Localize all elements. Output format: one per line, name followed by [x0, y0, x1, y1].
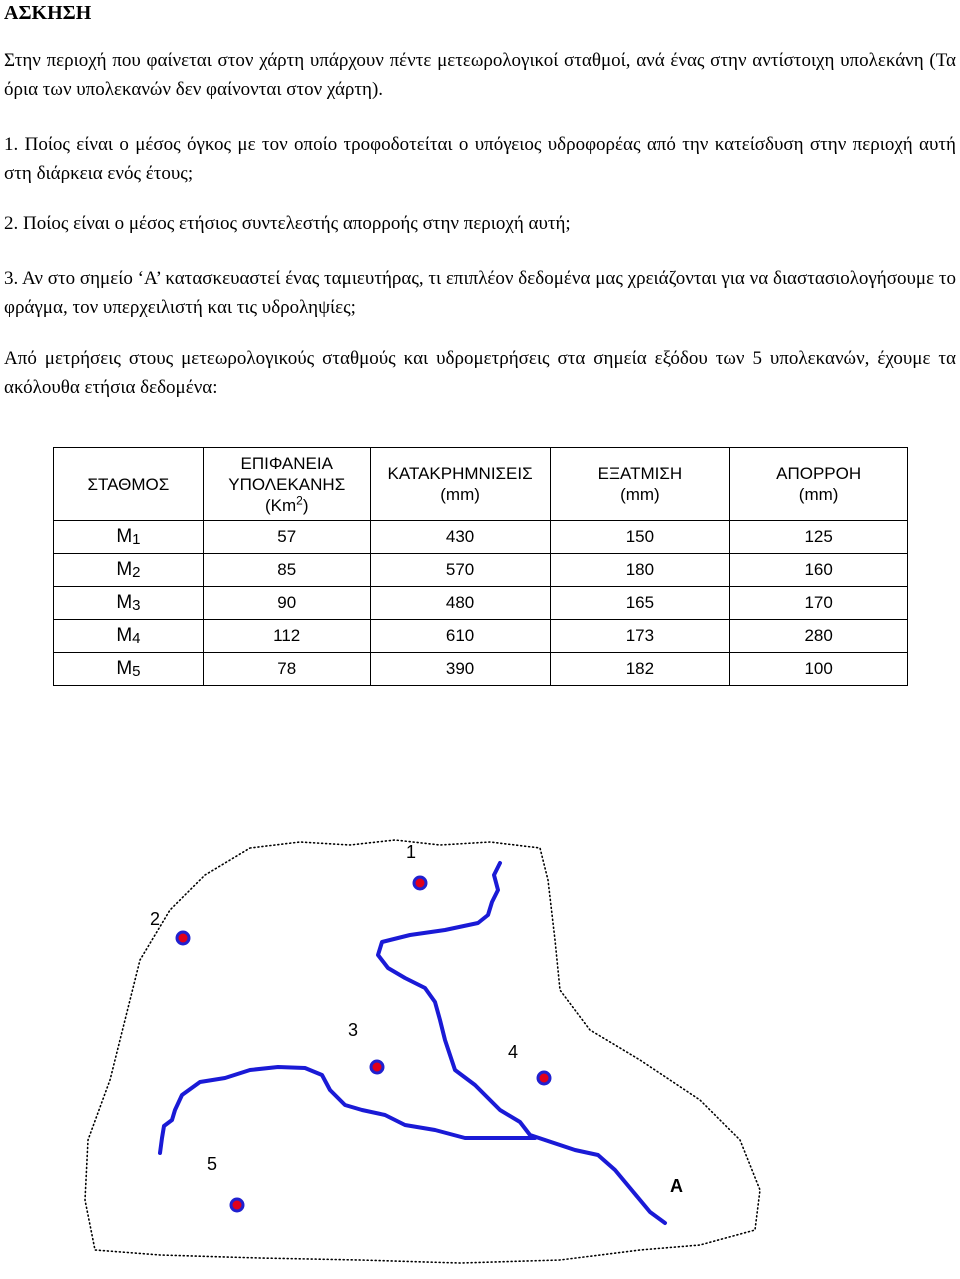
basin-boundary	[85, 840, 760, 1263]
area-cell: 57	[203, 521, 370, 554]
header-runoff: ΑΠΟΡΡΟΗ (mm)	[730, 448, 908, 521]
station-2-label: 2	[150, 909, 161, 929]
header-area: ΕΠΙΦΑΝΕΙΑ ΥΠΟΛΕΚΑΝΗΣ (Km$^2$)	[203, 448, 370, 521]
header-precipitation: ΚΑΤΑΚΡΗΜΝΙΣΕΙΣ (mm)	[370, 448, 550, 521]
precipitation-cell: 610	[370, 620, 550, 653]
header-evaporation: ΕΞΑΤΜΙΣΗ (mm)	[550, 448, 730, 521]
evaporation-cell: 182	[550, 653, 730, 686]
station-3-marker	[371, 1061, 383, 1073]
station-2-marker	[177, 932, 189, 944]
area-cell: 112	[203, 620, 370, 653]
station-cell: M1	[54, 521, 204, 554]
main-river	[378, 863, 665, 1223]
question-2: 2. Ποίος είναι ο μέσος ετήσιος συντελεστής απορροής στην περιοχή αυτή;	[4, 213, 571, 234]
station-3-label: 3	[348, 1020, 359, 1040]
evaporation-cell: 173	[550, 620, 730, 653]
precipitation-cell: 480	[370, 587, 550, 620]
station-4-marker	[538, 1072, 550, 1084]
evaporation-cell: 180	[550, 554, 730, 587]
table-row	[54, 554, 908, 587]
annual-data-table	[53, 447, 908, 686]
question-1: 1. Ποίος είναι ο μέσος όγκος με τον οποίο τροφοδοτείται ο υπόγειος υδροφορέας από την κατείσδυση στην περιοχή αυτή στη διάρκεια ενός έτους;	[4, 134, 956, 184]
station-4-label: 4	[508, 1042, 519, 1062]
station-5-marker	[231, 1199, 243, 1211]
station-cell: M4	[54, 620, 204, 653]
runoff-cell: 160	[730, 554, 908, 587]
river-network	[160, 863, 665, 1223]
runoff-cell: 280	[730, 620, 908, 653]
data-intro-paragraph: Από μετρήσεις στους μετεωρολογικούς σταθμούς και υδρομετρήσεις στα σημεία εξόδου των 5 υπολεκανών, έχουμε τα ακόλουθα ετήσια δεδομένα:	[4, 348, 956, 398]
station-markers	[177, 877, 550, 1211]
station-cell: M3	[54, 587, 204, 620]
precipitation-cell: 570	[370, 554, 550, 587]
runoff-cell: 100	[730, 653, 908, 686]
station-5-label: 5	[207, 1154, 218, 1174]
area-cell: 90	[203, 587, 370, 620]
table-header-row	[54, 448, 908, 521]
table-row	[54, 521, 908, 554]
runoff-cell: 125	[730, 521, 908, 554]
tributary-river	[160, 1067, 535, 1153]
station-cell: M5	[54, 653, 204, 686]
area-cell: 78	[203, 653, 370, 686]
question-3: 3. Αν στο σημείο ‘Α’ κατασκευαστεί ένας ταμιευτήρας, τι επιπλέον δεδομένα μας χρειάζονται για να διαστασιολογήσουμε το φράγμα, τον υπερχειλιστή και τις υδροληψίες;	[4, 268, 956, 318]
evaporation-cell: 165	[550, 587, 730, 620]
runoff-cell: 170	[730, 587, 908, 620]
table-row	[54, 587, 908, 620]
table-row	[54, 620, 908, 653]
precipitation-cell: 390	[370, 653, 550, 686]
table-row	[54, 653, 908, 686]
station-1-label: 1	[406, 842, 417, 862]
station-cell: M2	[54, 554, 204, 587]
intro-paragraph: Στην περιοχή που φαίνεται στον χάρτη υπάρχουν πέντε μετεωρολογικοί σταθμοί, ανά ένας στην αντίστοιχη υπολεκάνη (Τα όρια των υπολεκανών δεν φαίνονται στον χάρτη).	[4, 50, 956, 100]
watershed-map	[0, 820, 960, 1279]
header-station: ΣΤΑΘΜΟΣ	[54, 448, 204, 521]
area-cell: 85	[203, 554, 370, 587]
outlet-a-label: A	[670, 1176, 683, 1196]
evaporation-cell: 150	[550, 521, 730, 554]
precipitation-cell: 430	[370, 521, 550, 554]
station-1-marker	[414, 877, 426, 889]
exercise-heading: ΑΣΚΗΣΗ	[4, 2, 92, 24]
